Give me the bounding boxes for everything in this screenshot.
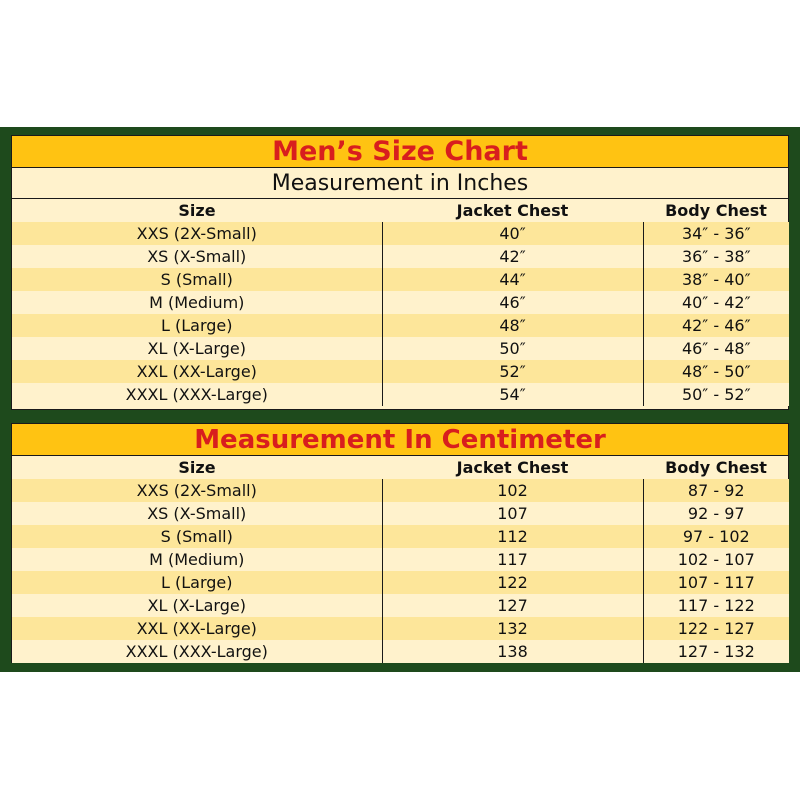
jacket-chest-cell: 52″ — [382, 360, 643, 383]
table-row — [12, 640, 789, 663]
table-row — [12, 360, 789, 383]
header-size: Size — [178, 201, 216, 220]
header-jacket-chest: Jacket Chest — [456, 201, 569, 220]
table-row — [12, 291, 789, 314]
jacket-chest-cell: 122 — [382, 571, 643, 594]
table-row — [12, 479, 789, 502]
body-chest-cell: 40″ - 42″ — [643, 291, 789, 314]
size-cell: XXL (XX-Large) — [12, 360, 382, 383]
body-chest-cell: 122 - 127 — [643, 617, 789, 640]
size-cell: XXXL (XXX-Large) — [12, 640, 382, 663]
body-chest-cell: 127 - 132 — [643, 640, 789, 663]
table-row — [12, 337, 789, 360]
body-chest-cell: 48″ - 50″ — [643, 360, 789, 383]
size-cell: L (Large) — [12, 314, 382, 337]
table-row — [12, 502, 789, 525]
table-row — [12, 222, 789, 245]
chart-title: Men’s Size Chart — [12, 136, 788, 168]
table-row — [12, 383, 789, 406]
size-cell: XL (X-Large) — [12, 594, 382, 617]
body-chest-cell: 36″ - 38″ — [643, 245, 789, 268]
size-cell: XL (X-Large) — [12, 337, 382, 360]
body-chest-cell: 46″ - 48″ — [643, 337, 789, 360]
jacket-chest-cell: 40″ — [382, 222, 643, 245]
header-jacket-chest: Jacket Chest — [456, 458, 569, 477]
size-cell: XXS (2X-Small) — [12, 479, 382, 502]
body-chest-cell: 102 - 107 — [643, 548, 789, 571]
size-cell: XXS (2X-Small) — [12, 222, 382, 245]
size-cell: XXXL (XXX-Large) — [12, 383, 382, 406]
header-size: Size — [178, 458, 216, 477]
jacket-chest-cell: 46″ — [382, 291, 643, 314]
size-cell: XS (X-Small) — [12, 245, 382, 268]
body-chest-cell: 92 - 97 — [643, 502, 789, 525]
centimeter-table — [12, 456, 789, 663]
size-cell: M (Medium) — [12, 548, 382, 571]
chart-subtitle: Measurement in Inches — [12, 168, 788, 199]
jacket-chest-cell: 50″ — [382, 337, 643, 360]
table-row — [12, 548, 789, 571]
size-cell: XXL (XX-Large) — [12, 617, 382, 640]
jacket-chest-cell: 117 — [382, 548, 643, 571]
table-row — [12, 571, 789, 594]
size-cell: XS (X-Small) — [12, 502, 382, 525]
jacket-chest-cell: 54″ — [382, 383, 643, 406]
table-row — [12, 268, 789, 291]
jacket-chest-cell: 48″ — [382, 314, 643, 337]
jacket-chest-cell: 138 — [382, 640, 643, 663]
size-cell: L (Large) — [12, 571, 382, 594]
jacket-chest-cell: 42″ — [382, 245, 643, 268]
body-chest-cell: 42″ - 46″ — [643, 314, 789, 337]
table-row — [12, 245, 789, 268]
body-chest-cell: 117 - 122 — [643, 594, 789, 617]
chart-title: Measurement In Centimeter — [12, 424, 788, 456]
size-cell: S (Small) — [12, 268, 382, 291]
inches-table-body — [12, 222, 789, 406]
table-row — [12, 314, 789, 337]
body-chest-cell: 87 - 92 — [643, 479, 789, 502]
table-row — [12, 525, 789, 548]
jacket-chest-cell: 44″ — [382, 268, 643, 291]
jacket-chest-cell: 102 — [382, 479, 643, 502]
table-row — [12, 594, 789, 617]
body-chest-cell: 107 - 117 — [643, 571, 789, 594]
header-body-chest: Body Chest — [665, 201, 767, 220]
body-chest-cell: 97 - 102 — [643, 525, 789, 548]
size-cell: M (Medium) — [12, 291, 382, 314]
inches-size-chart — [11, 135, 789, 410]
centimeter-table-body — [12, 479, 789, 663]
jacket-chest-cell: 132 — [382, 617, 643, 640]
size-cell: S (Small) — [12, 525, 382, 548]
table-row — [12, 617, 789, 640]
jacket-chest-cell: 107 — [382, 502, 643, 525]
inches-table — [12, 199, 789, 406]
jacket-chest-cell: 112 — [382, 525, 643, 548]
centimeter-size-chart — [11, 423, 789, 663]
body-chest-cell: 50″ - 52″ — [643, 383, 789, 406]
header-body-chest: Body Chest — [665, 458, 767, 477]
body-chest-cell: 38″ - 40″ — [643, 268, 789, 291]
jacket-chest-cell: 127 — [382, 594, 643, 617]
body-chest-cell: 34″ - 36″ — [643, 222, 789, 245]
